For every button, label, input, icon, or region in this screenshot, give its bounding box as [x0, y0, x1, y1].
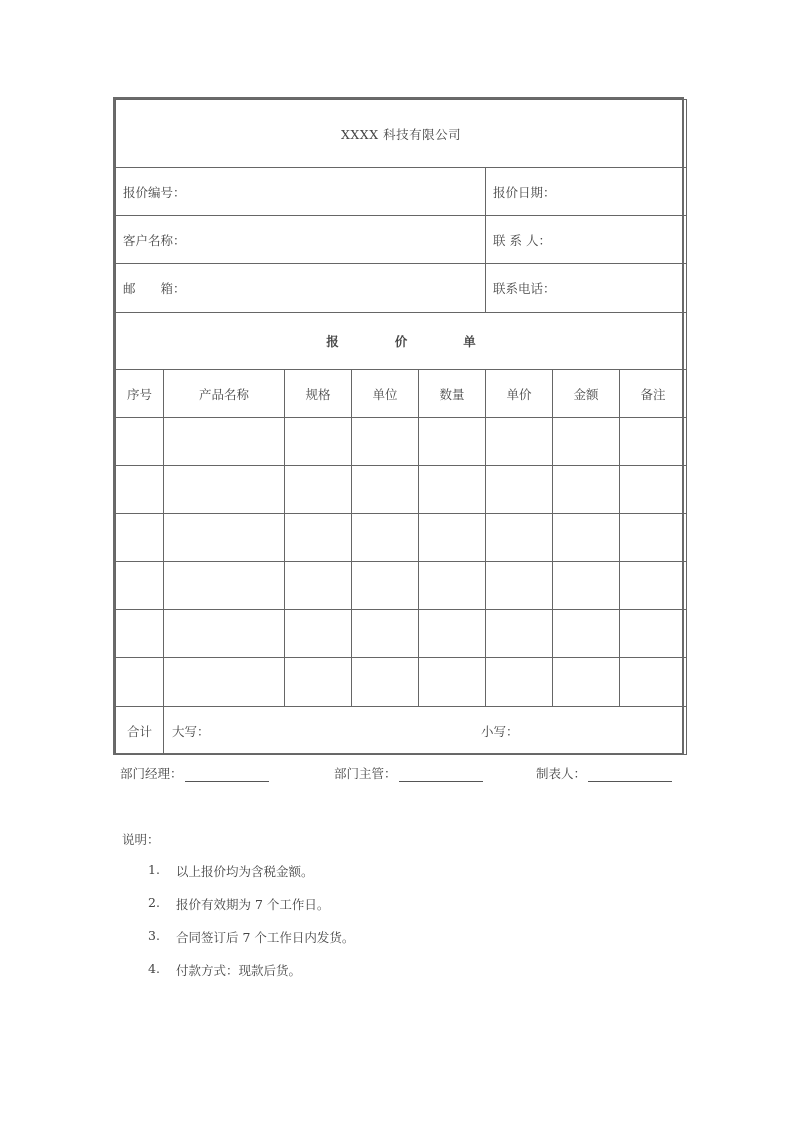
- table-cell[interactable]: [164, 610, 285, 658]
- column-header: 数量: [419, 370, 486, 418]
- table-cell[interactable]: [486, 418, 553, 466]
- column-header: 单价: [486, 370, 553, 418]
- total-amount-field[interactable]: [164, 707, 687, 755]
- table-row: [116, 418, 687, 466]
- table-cell[interactable]: [116, 466, 164, 514]
- section-title-char: 价: [394, 334, 408, 349]
- table-cell[interactable]: [116, 514, 164, 562]
- table-cell[interactable]: [486, 514, 553, 562]
- table-cell[interactable]: [164, 562, 285, 610]
- capital-amount-label: 大写：: [172, 723, 210, 739]
- table-cell[interactable]: [352, 610, 419, 658]
- note-number: 4.: [148, 961, 160, 976]
- table-cell[interactable]: [352, 562, 419, 610]
- table-row: [116, 610, 687, 658]
- table-cell[interactable]: [486, 658, 553, 707]
- dept-supervisor-label: 部门主管：: [334, 766, 397, 781]
- table-cell[interactable]: [164, 418, 285, 466]
- column-header: 单位: [352, 370, 419, 418]
- total-row: [116, 707, 687, 755]
- company-title: XXXX 科技有限公司: [116, 100, 687, 168]
- note-number: 3.: [148, 928, 160, 943]
- table-row: [116, 514, 687, 562]
- list-item: [148, 895, 354, 928]
- table-cell[interactable]: [620, 658, 687, 707]
- table-cell[interactable]: [285, 658, 352, 707]
- note-number: 1.: [148, 862, 160, 877]
- note-text: 合同签订后 7 个工作日内发货。: [176, 930, 355, 945]
- table-cell[interactable]: [285, 610, 352, 658]
- quote-date-field[interactable]: 报价日期：: [486, 168, 687, 216]
- note-text: 付款方式：现款后货。: [176, 963, 302, 978]
- signature-line: [399, 767, 483, 782]
- table-cell[interactable]: [553, 418, 620, 466]
- notes-title: 说明：: [122, 832, 160, 847]
- table-cell[interactable]: [620, 466, 687, 514]
- table-header-row: [116, 370, 687, 418]
- table-cell[interactable]: [352, 514, 419, 562]
- phone-field[interactable]: 联系电话：: [486, 264, 687, 313]
- signature-line: [185, 767, 269, 782]
- table-cell[interactable]: [620, 610, 687, 658]
- notes-section: [122, 830, 354, 994]
- email-field[interactable]: 邮 箱：: [116, 264, 486, 313]
- list-item: [148, 862, 354, 895]
- table-cell[interactable]: [419, 610, 486, 658]
- table-cell[interactable]: [285, 418, 352, 466]
- dept-manager-signature[interactable]: [120, 764, 269, 782]
- table-cell[interactable]: [164, 514, 285, 562]
- table-cell[interactable]: [620, 418, 687, 466]
- table-cell[interactable]: [164, 466, 285, 514]
- column-header: 备注: [620, 370, 687, 418]
- small-amount-label: 小写：: [481, 723, 519, 739]
- table-cell[interactable]: [553, 514, 620, 562]
- table-cell[interactable]: [352, 658, 419, 707]
- quotation-form: [113, 97, 684, 755]
- table-cell[interactable]: [285, 466, 352, 514]
- table-cell[interactable]: [285, 562, 352, 610]
- table-cell[interactable]: [620, 514, 687, 562]
- dept-supervisor-signature[interactable]: [334, 764, 483, 782]
- table-cell[interactable]: [553, 562, 620, 610]
- table-cell[interactable]: [419, 466, 486, 514]
- table-cell[interactable]: [486, 562, 553, 610]
- column-header: 序号: [116, 370, 164, 418]
- table-row: [116, 466, 687, 514]
- table-cell[interactable]: [553, 610, 620, 658]
- section-title-char: 单: [463, 334, 476, 349]
- customer-name-field[interactable]: 客户名称：: [116, 216, 486, 264]
- table-cell[interactable]: [620, 562, 687, 610]
- table-cell[interactable]: [116, 658, 164, 707]
- section-title-char: 报: [326, 334, 339, 349]
- list-item: [148, 961, 354, 994]
- contact-person-field[interactable]: 联 系 人：: [486, 216, 687, 264]
- table-cell[interactable]: [352, 418, 419, 466]
- preparer-label: 制表人：: [536, 766, 587, 781]
- table-cell[interactable]: [419, 658, 486, 707]
- table-cell[interactable]: [486, 610, 553, 658]
- column-header: 产品名称: [164, 370, 285, 418]
- table-cell[interactable]: [164, 658, 285, 707]
- quote-number-field[interactable]: 报价编号：: [116, 168, 486, 216]
- table-cell[interactable]: [419, 418, 486, 466]
- table-cell[interactable]: [419, 562, 486, 610]
- signature-row: [120, 764, 682, 784]
- column-header: 规格: [285, 370, 352, 418]
- table-cell[interactable]: [419, 514, 486, 562]
- note-text: 报价有效期为 7 个工作日。: [176, 897, 330, 912]
- table-cell[interactable]: [116, 562, 164, 610]
- list-item: [148, 928, 354, 961]
- signature-line: [588, 767, 672, 782]
- table-cell[interactable]: [352, 466, 419, 514]
- table-row: [116, 562, 687, 610]
- table-cell[interactable]: [285, 514, 352, 562]
- table-cell[interactable]: [116, 610, 164, 658]
- column-header: 金额: [553, 370, 620, 418]
- table-cell[interactable]: [116, 418, 164, 466]
- note-number: 2.: [148, 895, 160, 910]
- total-label: 合计: [116, 707, 164, 755]
- table-cell[interactable]: [553, 466, 620, 514]
- dept-manager-label: 部门经理：: [120, 766, 183, 781]
- table-cell[interactable]: [486, 466, 553, 514]
- quotation-table: [115, 99, 687, 755]
- section-title: [116, 313, 687, 370]
- note-text: 以上报价均为含税金额。: [176, 864, 314, 879]
- table-cell[interactable]: [553, 658, 620, 707]
- table-row: [116, 658, 687, 707]
- preparer-signature[interactable]: [536, 764, 672, 782]
